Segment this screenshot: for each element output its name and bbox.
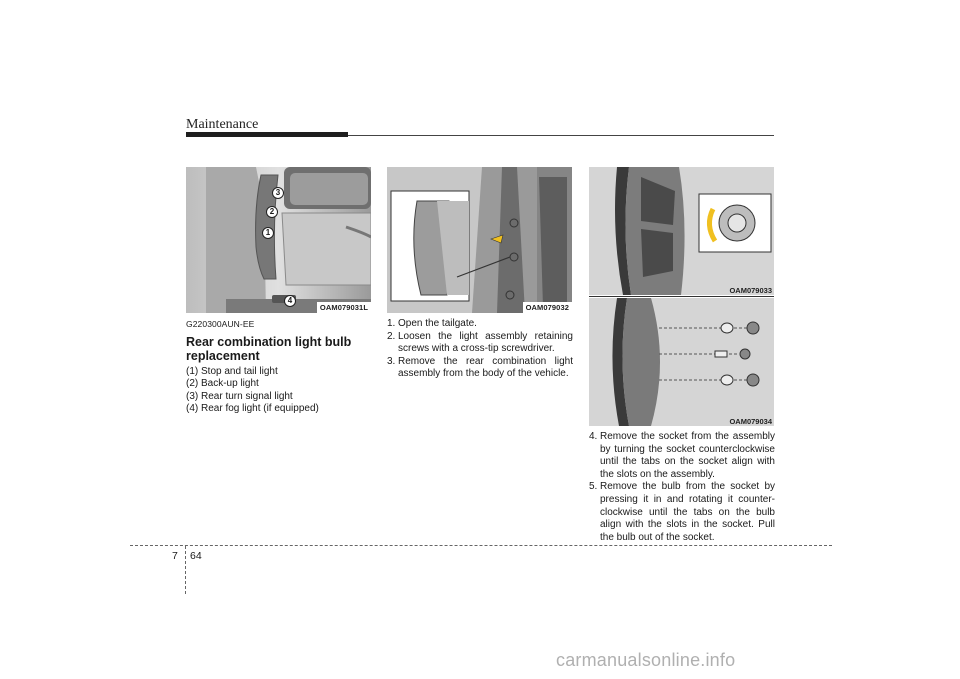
list-item: [387, 318, 573, 331]
callout-1: 1: [262, 227, 274, 239]
callout-3: 3: [272, 187, 284, 199]
section-column-3: [589, 431, 775, 544]
step-text: Remove the bulb from the socket by pressing it in and rotating it counter-clockwise until the tabs on the bulb align with the slots in the socket. Pull the bulb out of the socket.: [600, 481, 775, 543]
section-heading: Rear combination light bulb replacement: [186, 334, 352, 363]
step-text: Open the tailgate.: [398, 318, 477, 329]
header-rule: [348, 135, 774, 136]
figure-socket-removal: [589, 167, 774, 295]
socket-illustration: [589, 167, 774, 295]
step-number: 2.: [387, 330, 396, 342]
watermark-text: carmanualsonline.info: [556, 650, 736, 670]
step-number: 4.: [589, 431, 598, 442]
light-list: [186, 366, 374, 416]
figure-label: OAM079034: [729, 417, 772, 426]
list-item: (3) Rear turn signal light: [186, 390, 293, 402]
bulb-exploded-illustration: [589, 298, 774, 426]
list-item: (2) Back-up light: [186, 378, 259, 390]
section-column-1: [186, 318, 374, 416]
page-header-title: Maintenance: [186, 117, 259, 132]
list-item: (4) Rear fog light (if equipped): [186, 403, 319, 415]
figure-bulb-removal: [589, 298, 774, 426]
list-item: [387, 331, 573, 356]
footer-rule: [130, 545, 832, 546]
list-item: [387, 356, 573, 381]
figure-label: OAM079032: [523, 302, 572, 313]
figure-rear-lights: [186, 167, 371, 313]
figure-label: OAM079033: [729, 286, 772, 295]
header-bar: [186, 132, 348, 137]
section-column-2: [387, 318, 573, 381]
step-number: 3.: [387, 355, 396, 367]
tailgate-illustration: [387, 167, 572, 313]
footer-divider: [185, 546, 186, 594]
step-text: Loosen the light assembly retaining screws with a cross-tip screwdriver.: [398, 330, 573, 355]
callout-4: 4: [284, 295, 296, 307]
list-item: [589, 431, 775, 481]
step-number: 1.: [387, 318, 396, 329]
list-item: (1) Stop and tail light: [186, 365, 278, 377]
steps-list-2: [589, 431, 775, 544]
callout-2: 2: [266, 206, 278, 218]
chapter-number: 7: [172, 550, 178, 562]
list-item: [589, 481, 775, 544]
figure-divider: [589, 296, 774, 297]
figure-label: OAM079031L: [317, 302, 371, 313]
figure-tailgate-screws: [387, 167, 572, 313]
step-text: Remove the rear combination light assembly from the body of the vehicle.: [398, 355, 573, 380]
steps-list-1: [387, 318, 573, 381]
step-number: 5.: [589, 481, 598, 493]
page-number: 64: [190, 550, 202, 562]
section-code: G220300AUN-EE: [186, 319, 255, 329]
step-text: Remove the socket from the assembly by turning the socket counterclockwise until the tabs on the socket align with the slots on the assembly.: [600, 431, 775, 480]
